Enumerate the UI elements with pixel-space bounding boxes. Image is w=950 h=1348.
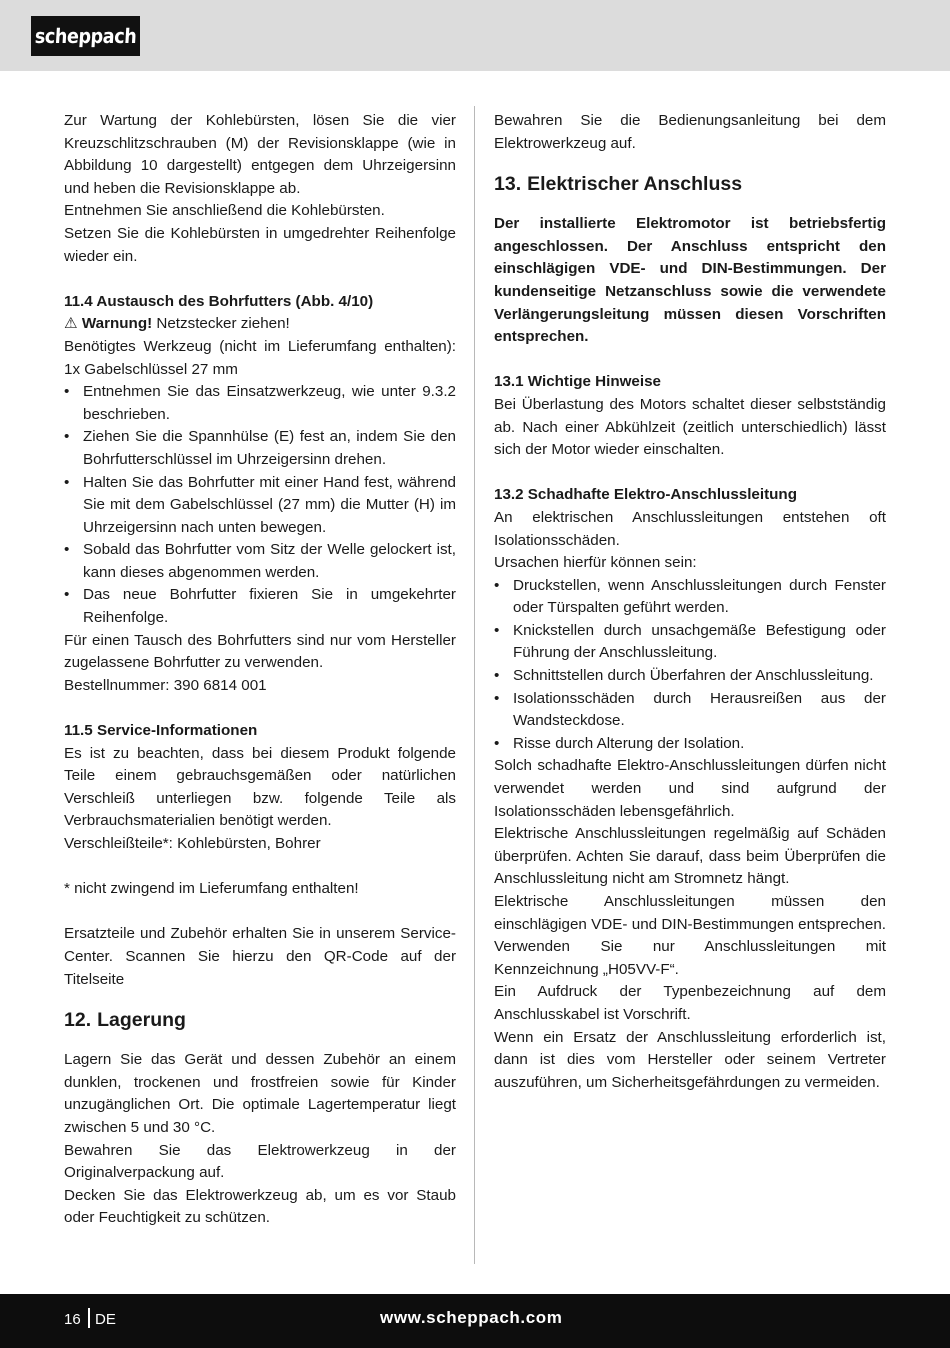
section-13-title: Elektrischer Anschluss: [527, 173, 743, 196]
list-item: • Knickstellen durch unsachgemäße Befestigung oder Führung der Anschlussleitung.: [494, 621, 886, 662]
bullet-mark: •: [494, 667, 500, 685]
cable-replacement: Wenn ein Ersatz der Anschlussleitung erforderlich ist, dann ist dies vom Hersteller oder seinem Vertreter auszuführen, um Sicherheitsgefährdungen zu vermeiden.: [494, 1028, 886, 1091]
section-12-heading: [64, 1007, 456, 1033]
bullet-mark: •: [64, 428, 70, 446]
section-13-1-heading: 13.1 Wichtige Hinweise: [494, 373, 661, 391]
bullet-mark: •: [64, 586, 70, 604]
damaged-cable-warning: Solch schadhafte Elektro-Anschlussleitungen dürfen nicht verwendet werden und sind aufgrund der Isolationsschäden lebensgefährlich.: [494, 757, 886, 820]
section-13-2-heading: 13.2 Schadhafte Elektro-Anschlussleitung: [494, 486, 797, 504]
storage-packaging: Bewahren Sie das Elektrowerkzeug in der Originalverpackung auf.: [64, 1141, 456, 1182]
warning-label: Warnung!: [81, 315, 153, 333]
bullet-mark: •: [64, 541, 70, 559]
carbon-brush-paragraph: Zur Wartung der Kohlebürsten, lösen Sie die vier Kreuzschlitzschrauben (M) der Revisionsklappe (wie in Abbildung 10 dargestellt) entgegen dem Uhrzeigersinn und heben die Revisionsklappe ab.: [64, 112, 456, 197]
wear-parts: Verschleißteile*: Kohlebürsten, Bohrer: [64, 835, 321, 852]
list-item: • Entnehmen Sie das Einsatzwerkzeug, wie unter 9.3.2 beschrieben.: [64, 383, 456, 423]
insulation-damage-paragraph: An elektrischen Anschlussleitungen entstehen oft Isolationsschäden.: [494, 508, 886, 549]
warning-icon: ⚠: [64, 315, 78, 333]
page-number: 16: [64, 1311, 81, 1328]
electrical-connection-notice: Der installierte Elektromotor ist betriebsfertig angeschlossen. Der Anschluss entspricht den einschlägigen VDE- und DIN-Bestimmungen. Der kundenseitige Netzanschluss sowie die verwendete Verlängerungsleitung müssen diesen Vorschriften entsprechen.: [494, 215, 886, 346]
order-number: Bestellnummer: 390 6814 001: [64, 676, 267, 694]
logo-text: scheppach: [34, 24, 137, 48]
list-item: • Risse durch Alterung der Isolation.: [494, 733, 886, 756]
section-11-5-heading: 11.5 Service-Informationen: [64, 722, 258, 740]
warning-text: Netzstecker ziehen!: [152, 315, 290, 333]
right-column: [494, 110, 886, 1094]
service-info-paragraph: Es ist zu beachten, dass bei diesem Produkt folgende Teile einem gebrauchsgemäßen oder natürlichen Verschleiß unterliegen bzw. folgende Teile als Verbrauchsmaterialien benötigt werden.: [64, 744, 456, 830]
required-tools: Benötigtes Werkzeug (nicht im Lieferumfang enthalten): 1x Gabelschlüssel 27 mm: [64, 337, 456, 378]
header-band: [0, 0, 950, 71]
list-item: • Halten Sie das Bohrfutter mit einer Hand fest, während Sie mit dem Gabelschlüssel (27 mm) die Mutter (H) im Uhrzeigersinn nach unten bewegen.: [64, 473, 456, 536]
section-13-number: 13.: [494, 173, 522, 196]
carbon-brush-remove: Entnehmen Sie anschließend die Kohlebürsten.: [64, 202, 385, 220]
important-notes-paragraph: Bei Überlastung des Motors schaltet dieser selbstständig ab. Nach einer Abkühlzeit (zeitlich unterschiedlich) lässt sich der Motor wieder einschalten.: [494, 395, 886, 459]
storage-cover: Decken Sie das Elektrowerkzeug ab, um es vor Staub oder Feuchtigkeit zu schützen.: [64, 1186, 456, 1227]
language-code: DE: [95, 1311, 116, 1328]
list-item: • Isolationsschäden durch Herausreißen aus der Wandsteckdose.: [494, 689, 886, 730]
left-column: [64, 110, 456, 1230]
cable-standards: Elektrische Anschlussleitungen müssen den einschlägigen VDE- und DIN-Bestimmungen entsprechen. Verwenden Sie nur Anschlussleitungen mit Kennzeichnung „H05VV-F“.: [494, 893, 886, 978]
bullet-mark: •: [494, 734, 500, 752]
storage-paragraph: Lagern Sie das Gerät und dessen Zubehör an einem dunklen, trockenen und frostfreien sowie für Kinder unzugänglichen Ort. Die optimale Lagertemperatur liegt zwischen 5 und 30 °C.: [64, 1051, 456, 1136]
column-divider: [474, 106, 475, 1264]
list-item: • Sobald das Bohrfutter vom Sitz der Welle gelockert ist, kann dieses abgenommen werden.: [64, 541, 456, 581]
causes-intro: Ursachen hierfür können sein:: [494, 554, 697, 572]
warning-line: [64, 313, 456, 336]
list-item: • Schnittstellen durch Überfahren der Anschlussleitung.: [494, 665, 886, 688]
scheppach-logo: [31, 16, 140, 56]
website-url: www.scheppach.com: [380, 1308, 563, 1327]
bullet-mark: •: [494, 621, 500, 639]
keep-manual-paragraph: Bewahren Sie die Bedienungsanleitung bei dem Elektrowerkzeug auf.: [494, 112, 886, 152]
bullet-mark: •: [64, 383, 70, 401]
section-13-heading: [494, 171, 886, 197]
bullet-mark: •: [494, 689, 500, 707]
section-12-title: Lagerung: [97, 1009, 186, 1032]
section-12-number: 12.: [64, 1009, 92, 1032]
footer-band: [0, 1294, 950, 1348]
list-item: • Druckstellen, wenn Anschlussleitungen durch Fenster oder Türspalten geführt werden.: [494, 576, 886, 617]
bullet-mark: •: [64, 473, 70, 491]
drill-chuck-exchange-note: Für einen Tausch des Bohrfutters sind nur vom Hersteller zugelassene Bohrfutter zu verwenden.: [64, 631, 456, 672]
cable-type-marking: Ein Aufdruck der Typenbezeichnung auf dem Anschlusskabel ist Vorschrift.: [494, 983, 886, 1023]
cable-inspection: Elektrische Anschlussleitungen regelmäßig auf Schäden überprüfen. Achten Sie darauf, dass beim Überprüfen die Anschlussleitung nicht am Stromnetz hängt.: [494, 825, 886, 888]
list-item: • Das neue Bohrfutter fixieren Sie in umgekehrter Reihenfolge.: [64, 586, 456, 627]
carbon-brush-reinsert: Setzen Sie die Kohlebürsten in umgedrehter Reihenfolge wieder ein.: [64, 224, 456, 265]
list-item: • Ziehen Sie die Spannhülse (E) fest an, indem Sie den Bohrfutterschlüssel im Uhrzeigersinn drehen.: [64, 428, 456, 468]
footnote: * nicht zwingend im Lieferumfang enthalten!: [64, 880, 359, 898]
bullet-mark: •: [494, 576, 500, 594]
footer-separator: [88, 1308, 90, 1328]
section-11-4-heading: 11.4 Austausch des Bohrfutters (Abb. 4/10): [64, 292, 374, 310]
spare-parts-paragraph: Ersatzteile und Zubehör erhalten Sie in unserem Service-Center. Scannen Sie hierzu den QR-Code auf der Titelseite: [64, 925, 456, 988]
